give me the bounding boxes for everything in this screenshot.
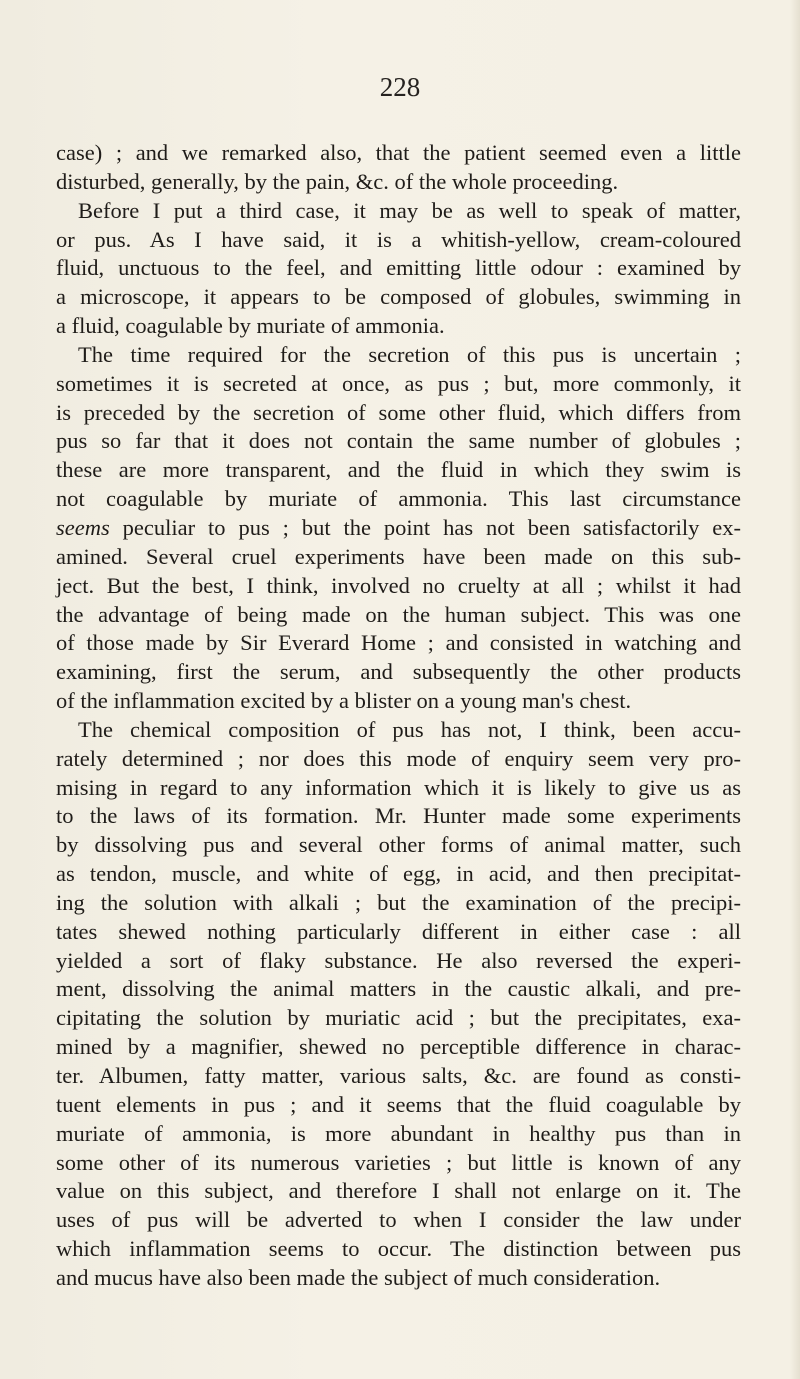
text-line: Before I put a third case, it may be as well to speak of matter, — [78, 197, 741, 223]
text-line: The chemical composition of pus has not, I think, been accu- — [78, 716, 741, 742]
text-line: which inflammation seems to occur. The distinction between pus — [56, 1236, 741, 1262]
text-line: a fluid, coagulable by muriate of ammonia. — [56, 313, 445, 339]
text-line: not coagulable by muriate of ammonia. This last circumstance — [56, 486, 741, 512]
text-line: of the inflammation excited by a blister on a young man's chest. — [56, 688, 632, 714]
text-line: rately determined ; nor does this mode of enquiry seem very pro- — [56, 745, 741, 771]
text-line: amined. Several cruel experiments have been made on this sub- — [56, 543, 741, 569]
text-line: mising in regard to any information which it is likely to give us as — [56, 774, 741, 800]
text-line: is preceded by the secretion of some other fluid, which differs from — [56, 399, 741, 425]
text-line: case) ; and we remarked also, that the patient seemed even a little — [56, 140, 741, 165]
text-line: The time required for the secretion of this pus is uncertain ; — [78, 341, 741, 367]
text-line: these are more transparent, and the fluid in which they swim is — [56, 457, 741, 483]
text-line: ject. But the best, I think, involved no cruelty at all ; whilst it had — [56, 572, 741, 598]
text-line: to the laws of its formation. Mr. Hunter made some experiments — [56, 803, 741, 829]
text-line: ment, dissolving the animal matters in the caustic alkali, and pre- — [56, 976, 741, 1002]
text-line: as tendon, muscle, and white of egg, in acid, and then precipitat- — [56, 861, 741, 887]
text-line: tuent elements in pus ; and it seems that the fluid coagulable by — [56, 1091, 741, 1117]
text-line-with-italic — [56, 514, 741, 543]
text-line: of those made by Sir Everard Home ; and consisted in watching and — [56, 630, 741, 656]
text-line: value on this subject, and therefore I shall not enlarge on it. The — [56, 1178, 741, 1204]
text-line: examining, first the serum, and subsequently the other products — [56, 659, 741, 685]
text-segment: peculiar to pus ; but the point has not been satisfactorily ex- — [109, 514, 741, 540]
text-line: fluid, unctuous to the feel, and emitting little odour : examined by — [56, 255, 741, 281]
text-line: yielded a sort of flaky substance. He also reversed the experi- — [56, 947, 741, 973]
text-line: disturbed, generally, by the pain, &c. of the whole proceeding. — [56, 168, 619, 194]
text-line: or pus. As I have said, it is a whitish-yellow, cream-coloured — [56, 226, 741, 252]
page-number: 228 — [379, 72, 421, 102]
text-line: by dissolving pus and several other forms of animal matter, such — [56, 832, 741, 858]
text-line: mined by a magnifier, shewed no perceptible difference in charac- — [56, 1034, 741, 1060]
text-line: sometimes it is secreted at once, as pus ; but, more commonly, it — [56, 370, 741, 396]
text-line: a microscope, it appears to be composed of globules, swimming in — [56, 284, 741, 310]
text-line: some other of its numerous varieties ; but little is known of any — [56, 1149, 741, 1175]
italic-word: seems — [56, 514, 110, 540]
text-line: cipitating the solution by muriatic acid ; but the precipitates, exa- — [56, 1005, 741, 1031]
body-text — [56, 139, 741, 1293]
text-line: ing the solution with alkali ; but the examination of the precipi- — [56, 889, 741, 915]
page-edge-shadow — [790, 0, 800, 1379]
text-line: tates shewed nothing particularly different in either case : all — [56, 918, 741, 944]
text-line: uses of pus will be adverted to when I consider the law under — [56, 1207, 741, 1233]
text-line: the advantage of being made on the human subject. This was one — [56, 601, 741, 627]
text-line: muriate of ammonia, is more abundant in healthy pus than in — [56, 1120, 741, 1146]
text-line: and mucus have also been made the subject of much consideration. — [56, 1264, 661, 1290]
text-line: ter. Albumen, fatty matter, various salts, &c. are found as consti- — [56, 1063, 741, 1088]
text-line: pus so far that it does not contain the same number of globules ; — [56, 428, 741, 454]
